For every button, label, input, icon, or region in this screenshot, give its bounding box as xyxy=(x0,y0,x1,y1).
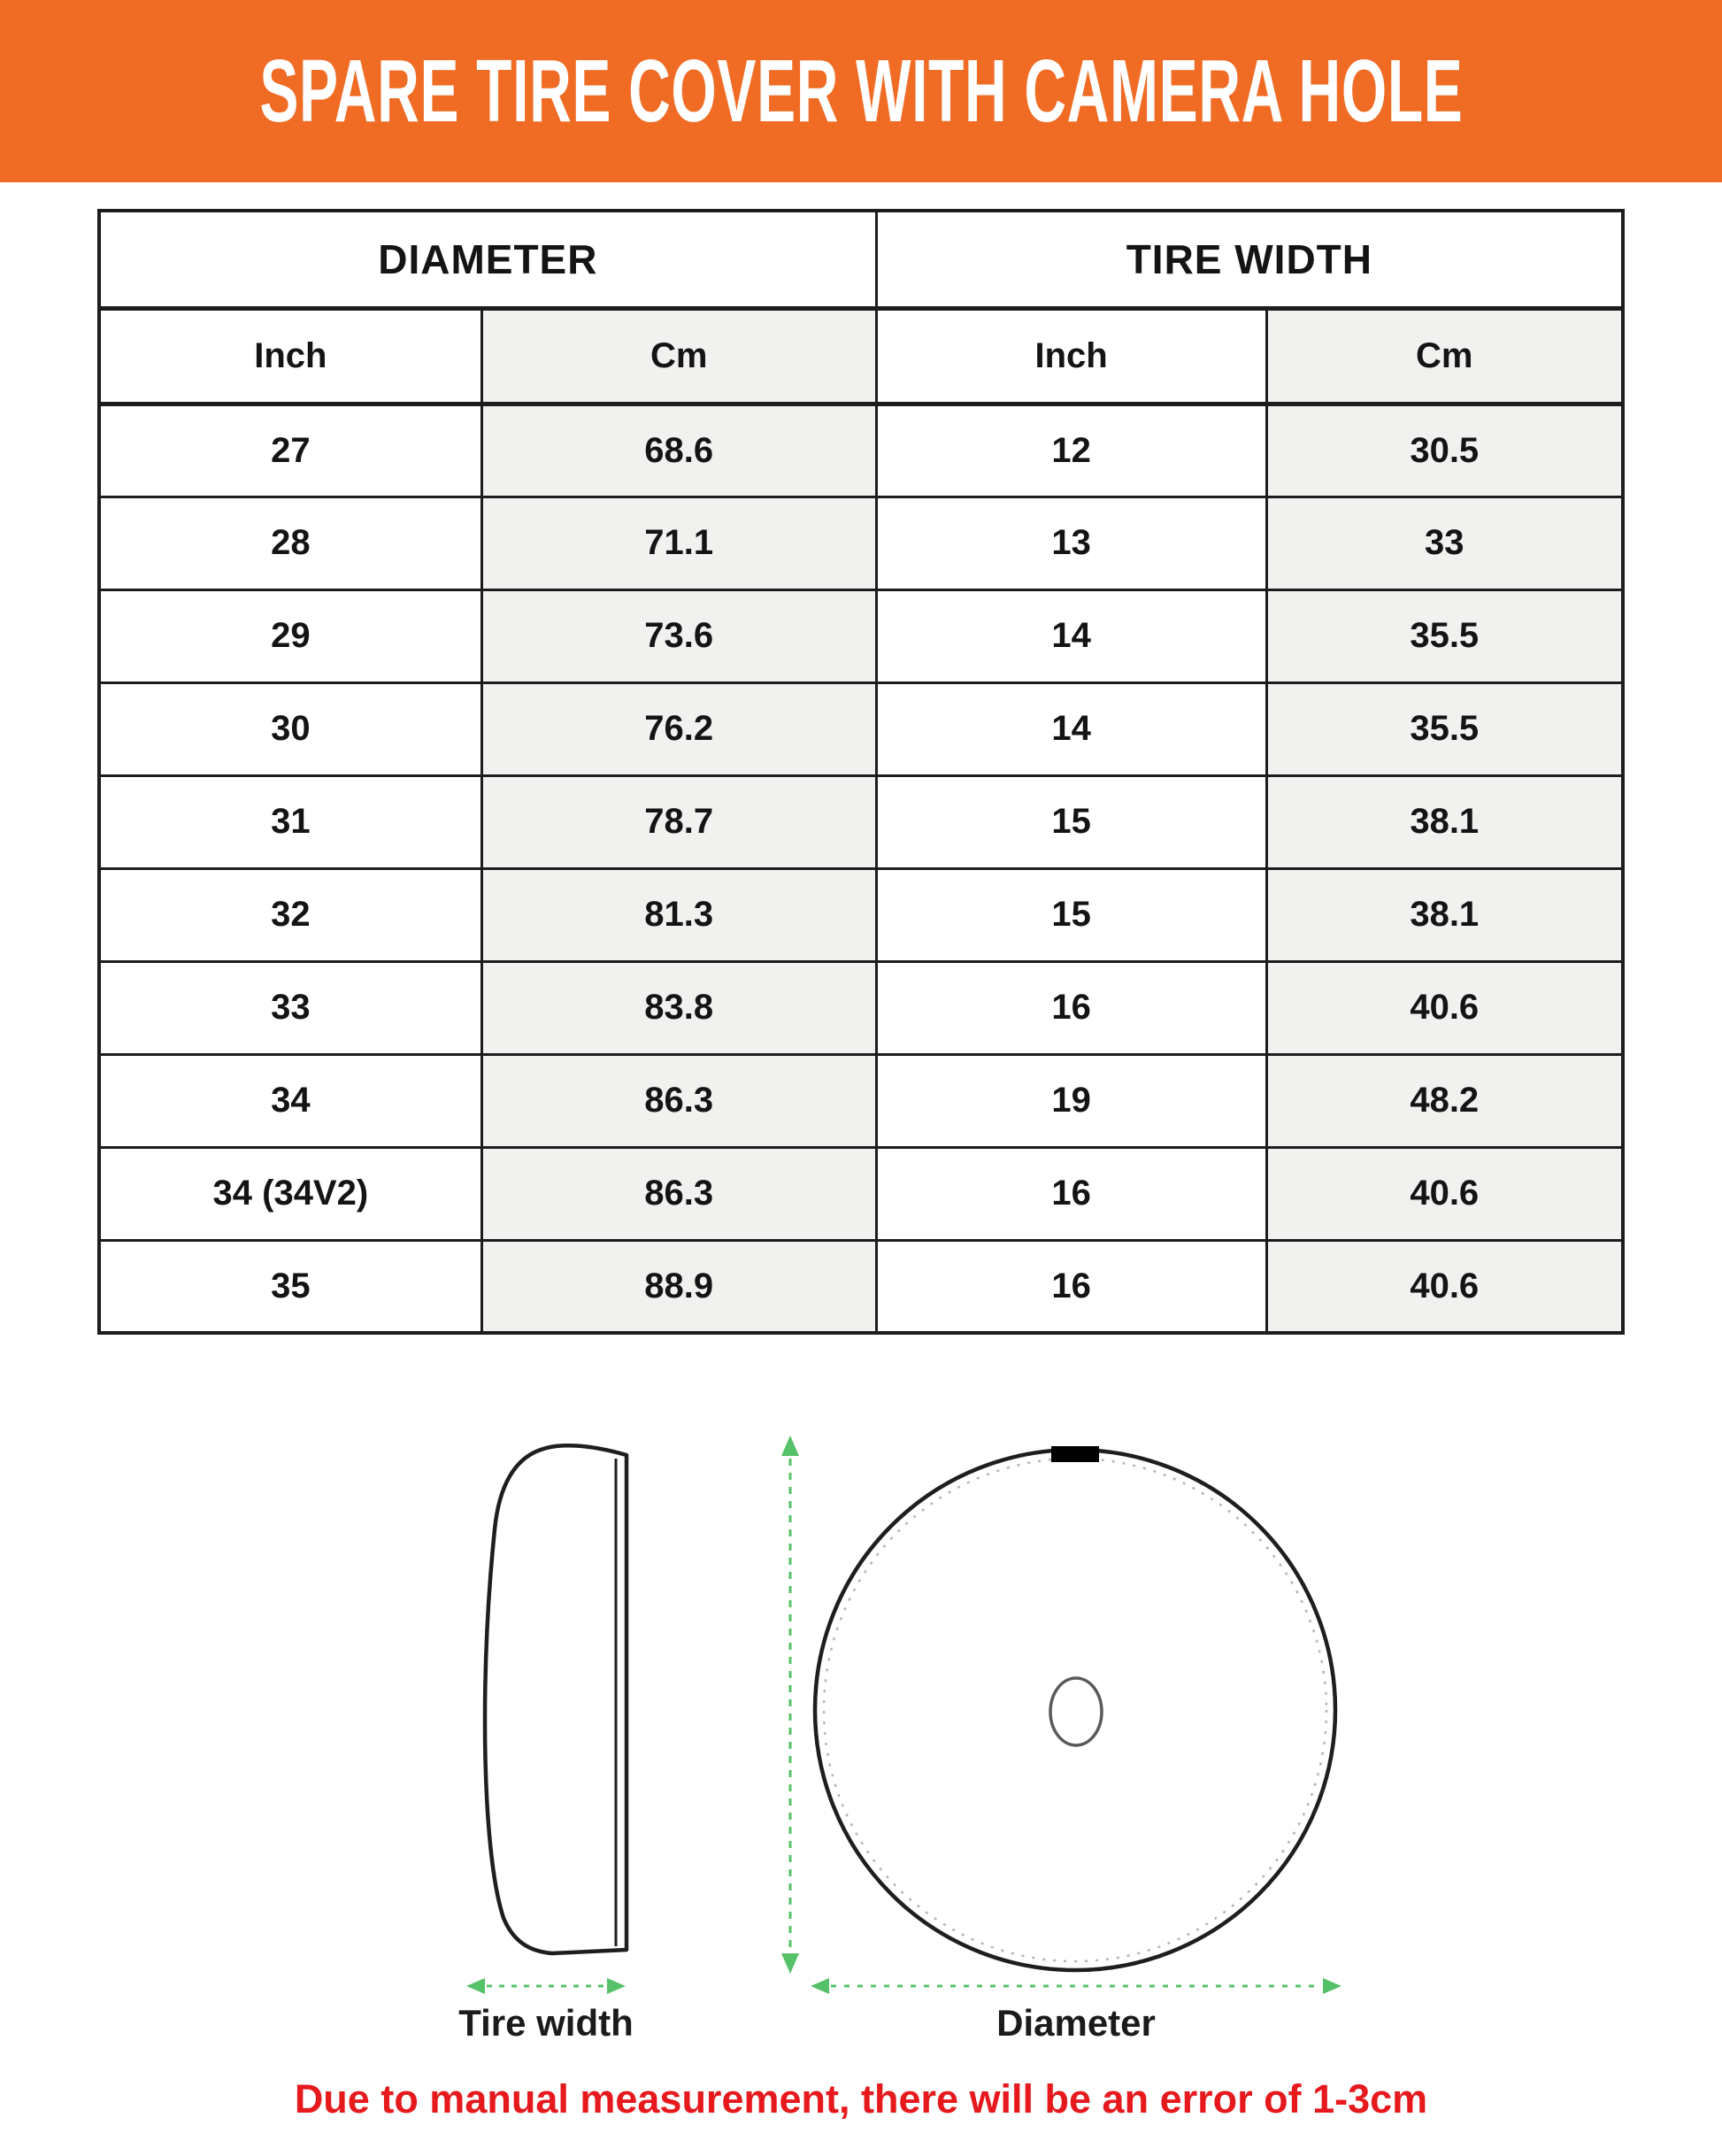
tirewidth-inch-cell: 15 xyxy=(876,868,1266,961)
tirewidth-inch-cell: 12 xyxy=(876,404,1266,497)
table-row xyxy=(99,404,1623,497)
diameter-vertical-arrow-icon xyxy=(779,1436,802,1974)
tire-width-label: Tire width xyxy=(458,2002,634,2044)
diameter-group-header: DIAMETER xyxy=(99,211,876,308)
table-row xyxy=(99,497,1623,589)
tire-side-view xyxy=(471,1443,639,1961)
table-row xyxy=(99,1054,1623,1147)
table-row xyxy=(99,961,1623,1054)
diameter-inch-cell: 35 xyxy=(99,1240,481,1333)
tirewidth-inch-cell: 16 xyxy=(876,1240,1266,1333)
tire-width-group-header: TIRE WIDTH xyxy=(876,211,1623,308)
tirewidth-cm-cell: 35.5 xyxy=(1266,682,1623,775)
size-table xyxy=(97,209,1625,1335)
diameter-inch-cell: 33 xyxy=(99,961,481,1054)
table-row xyxy=(99,775,1623,868)
diameter-cm-cell: 83.8 xyxy=(481,961,876,1054)
tirewidth-inch-cell: 13 xyxy=(876,497,1266,589)
tirewidth-cm-cell: 30.5 xyxy=(1266,404,1623,497)
tire-width-arrow-icon xyxy=(466,1975,626,1997)
table-row xyxy=(99,682,1623,775)
unit-header-row xyxy=(99,308,1623,404)
tirewidth-cm-cell: 35.5 xyxy=(1266,589,1623,682)
diameter-cm-header: Cm xyxy=(481,308,876,404)
tirewidth-cm-cell: 33 xyxy=(1266,497,1623,589)
diameter-arrow-icon xyxy=(811,1975,1341,1997)
table-row xyxy=(99,868,1623,961)
title-banner xyxy=(0,0,1722,182)
table-row xyxy=(99,1240,1623,1333)
diameter-cm-cell: 86.3 xyxy=(481,1054,876,1147)
diameter-cm-cell: 71.1 xyxy=(481,497,876,589)
tirewidth-cm-cell: 38.1 xyxy=(1266,868,1623,961)
tire-front-view xyxy=(811,1446,1339,1974)
diameter-label: Diameter xyxy=(996,2002,1156,2044)
diameter-inch-cell: 32 xyxy=(99,868,481,961)
group-header-row xyxy=(99,211,1623,308)
tirewidth-cm-cell: 40.6 xyxy=(1266,1147,1623,1240)
diameter-cm-cell: 73.6 xyxy=(481,589,876,682)
diameter-inch-cell: 28 xyxy=(99,497,481,589)
tirewidth-inch-cell: 16 xyxy=(876,1147,1266,1240)
tirewidth-inch-cell: 19 xyxy=(876,1054,1266,1147)
diameter-inch-cell: 31 xyxy=(99,775,481,868)
diameter-cm-cell: 68.6 xyxy=(481,404,876,497)
tirewidth-inch-cell: 15 xyxy=(876,775,1266,868)
tirewidth-cm-cell: 40.6 xyxy=(1266,961,1623,1054)
tirewidth-cm-cell: 40.6 xyxy=(1266,1240,1623,1333)
diameter-inch-cell: 30 xyxy=(99,682,481,775)
table-row xyxy=(99,589,1623,682)
tirewidth-inch-header: Inch xyxy=(876,308,1266,404)
diameter-cm-cell: 81.3 xyxy=(481,868,876,961)
diameter-cm-cell: 76.2 xyxy=(481,682,876,775)
tirewidth-inch-cell: 16 xyxy=(876,961,1266,1054)
tirewidth-cm-cell: 48.2 xyxy=(1266,1054,1623,1147)
table-row xyxy=(99,1147,1623,1240)
diameter-inch-header: Inch xyxy=(99,308,481,404)
tirewidth-cm-header: Cm xyxy=(1266,308,1623,404)
diameter-inch-cell: 34 (34V2) xyxy=(99,1147,481,1240)
size-table-head xyxy=(99,211,1623,404)
diameter-inch-cell: 27 xyxy=(99,404,481,497)
tirewidth-cm-cell: 38.1 xyxy=(1266,775,1623,868)
size-table-body xyxy=(99,404,1623,1333)
diameter-cm-cell: 88.9 xyxy=(481,1240,876,1333)
mount-strap-mark xyxy=(1051,1446,1099,1462)
diameter-cm-cell: 86.3 xyxy=(481,1147,876,1240)
page-title: SPARE TIRE COVER WITH CAMERA HOLE xyxy=(258,41,1464,141)
diameter-inch-cell: 34 xyxy=(99,1054,481,1147)
diameter-inch-cell: 29 xyxy=(99,589,481,682)
measurement-disclaimer: Due to manual measurement, there will be an error of 1-3cm xyxy=(294,2076,1428,2121)
tirewidth-inch-cell: 14 xyxy=(876,589,1266,682)
diameter-cm-cell: 78.7 xyxy=(481,775,876,868)
tirewidth-inch-cell: 14 xyxy=(876,682,1266,775)
